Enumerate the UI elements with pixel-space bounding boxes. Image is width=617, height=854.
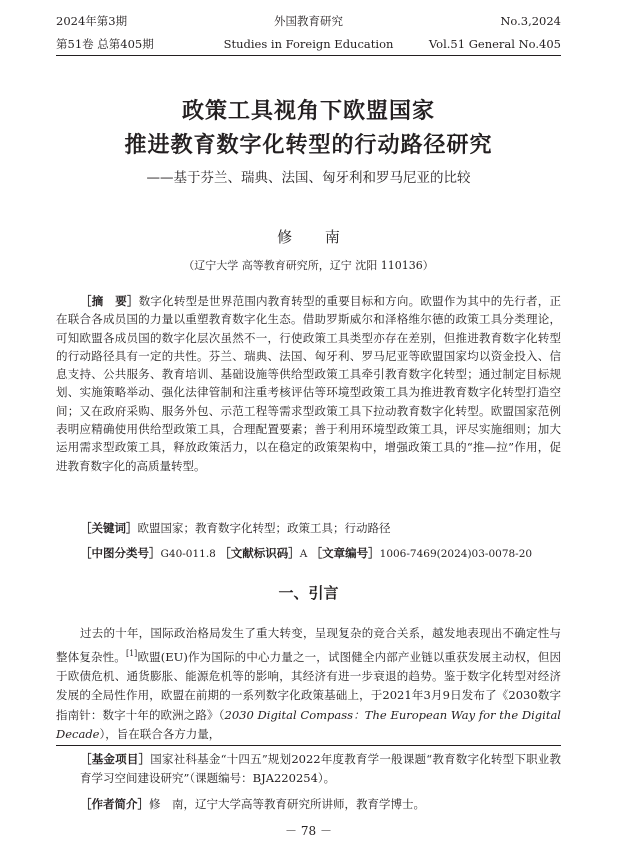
clc-value: G40-011.8: [160, 548, 216, 560]
running-header-row-1: [56, 14, 561, 30]
doc-code-value: A: [299, 548, 308, 560]
paper-title-line-2: 推进教育数字化转型的行动路径研究: [124, 133, 493, 158]
article-no-label: ［文章编号］: [310, 546, 380, 560]
intro-text-3: ），旨在联合各方力量，: [99, 727, 221, 742]
footnote-divider: [56, 745, 561, 746]
keywords: [80, 520, 391, 536]
classification-line: [80, 545, 532, 561]
keywords-label: ［关键词］: [80, 521, 138, 535]
intro-paragraph: [56, 624, 561, 745]
journal-name-cn: 外国教育研究: [274, 14, 343, 28]
author-name: 修 南: [277, 228, 354, 246]
clc-label: ［中图分类号］: [80, 546, 161, 560]
intro-text-2: 欧盟(EU)作为国际的中心力量之一，试图健全内部产业链以重获发展主动权，但因于欧债危机、通货膨胀、能源危机等的影响，其经济有进一步衰退的趋势。鉴于数字化转型对经济发展的全局性作用，欧盟在前期的一系列数字化政策基础上，于2021年3月9日发布了《2030数字指南针：数字十年的欧洲之路》（: [56, 649, 561, 722]
volume-cn: 第51卷 总第405期: [56, 37, 154, 51]
author-bio-note: [80, 795, 561, 814]
funding-text: 国家社科基金“十四五”规划2022年度教育学一般课题“教育数字化转型下职业教育学习空间建设研究”（课题编号：BJA220254）。: [80, 752, 562, 785]
article-no-value: 1006-7469(2024)03-0078-20: [379, 548, 533, 560]
paper-subtitle: ——基于芬兰、瑞典、法国、匈牙利和罗马尼亚的比较: [146, 170, 471, 186]
page-number: － 78 －: [285, 824, 332, 838]
author-affiliation: （辽宁大学 高等教育研究所，辽宁 沈阳 110136）: [183, 259, 434, 272]
citation-ref: [1]: [125, 648, 138, 658]
issue-cn: 2024年第3期: [56, 14, 128, 28]
funding-note: [80, 750, 561, 787]
journal-name-en: Studies in Foreign Education: [223, 37, 394, 51]
section-heading: 一、引言: [278, 584, 339, 602]
abstract-text: 数字化转型是世界范围内教育转型的重要目标和方向。欧盟作为其中的先行者，正在联合各成员国的力量以重塑教育数字化生态。借助罗斯威尔和泽格维尔德的政策工具分类理论，可知欧盟各成员国的数字化层次虽然不一，行使政策工具类型亦存在差别，但推进教育数字化转型的行动路径具有一定的共性。芬兰、瑞典、法国、匈牙利、罗马尼亚等欧盟国家均以资金投入、信息支持、公共服务、教育培训、基础设施等供给型政策工具牵引教育数字化转型；通过制定目标规划、实施策略举动、强化法律管制和注重考核评估等环境型政策工具为推进教育数字化转型打造空间；又在政府采购、服务外包、示范工程等需求型政策工具下拉动教育数字化转型。欧盟国家范例表明应精确使用供给型政策工具，合理配置要素；善于利用环境型政策工具，评尽实施细则；加大运用需求型政策工具，释放政策活力，以在稳定的政策架构中，增强政策工具的“推—拉”作用，促进教育数字化的高质量转型。: [56, 294, 561, 473]
author-bio-text: 修 南，辽宁大学高等教育研究所讲师，教育学博士。: [149, 797, 425, 811]
issue-en: No.3,2024: [500, 14, 561, 28]
header-divider: [56, 55, 561, 56]
abstract-label: ［摘 要］: [80, 294, 139, 308]
doc-code-label: ［文献标识码］: [219, 546, 300, 560]
keywords-text: 欧盟国家；教育数字化转型；政策工具；行动路径: [137, 521, 391, 535]
intro-text-1: 过去的十年，国际政治格局发生了重大转变，呈现复杂的竞合关系，越发地表现出不确定性与整体复杂性。: [56, 626, 561, 664]
funding-label: ［基金项目］: [80, 752, 151, 766]
volume-en: Vol.51 General No.405: [428, 37, 561, 51]
english-doc-title: 2030 Digital Compass：The European Way for the Digital Decade: [56, 707, 561, 742]
running-header-row-2: [56, 37, 561, 53]
paper-title-line-1: 政策工具视角下欧盟国家: [181, 99, 435, 124]
author-bio-label: ［作者简介］: [80, 797, 149, 811]
abstract: [56, 292, 561, 475]
